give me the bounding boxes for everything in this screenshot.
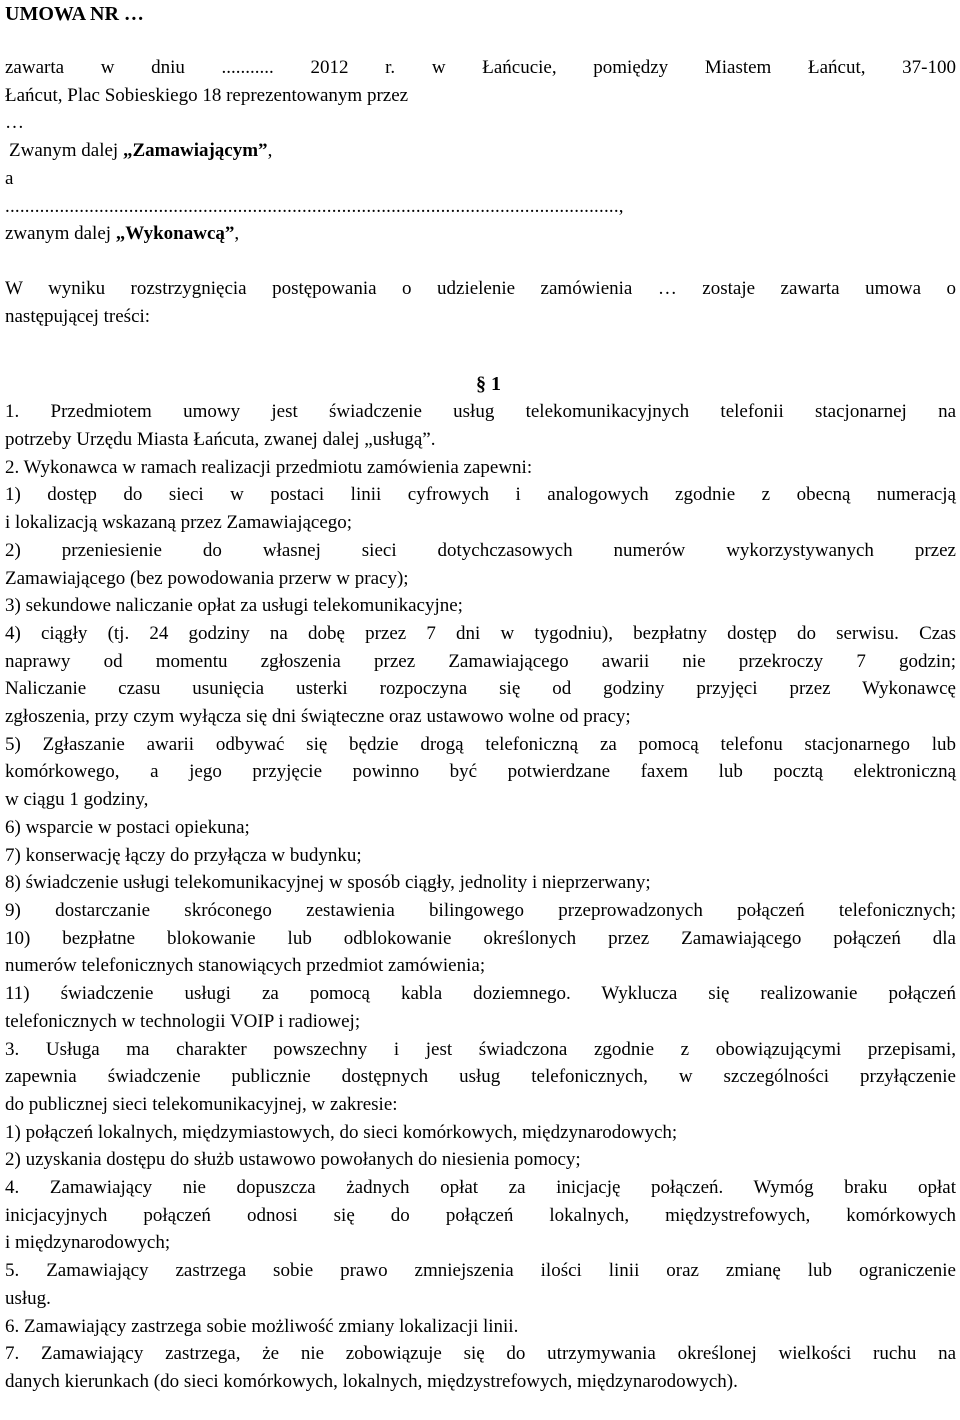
party-name-wykonawca: „Wykonawcą” — [115, 223, 235, 245]
body-line: Naliczanie czasu usunięcia usterki rozpoczyna się od godziny przyjęci przez Wykonawcę — [5, 678, 956, 700]
intro-line-5: a — [5, 167, 14, 189]
party-name-zamawiajacy: „Zamawiającym” — [122, 140, 268, 162]
intro-line-6: ............................................................................................................................, — [5, 195, 624, 217]
body-line: 4) ciągły (tj. 24 godziny na dobę przez 7 dni w tygodniu), bezpłatny dostęp do serwisu. Czas — [5, 622, 956, 644]
preamble-line-2: następującej treści: — [5, 305, 151, 327]
body-line: 1) dostęp do sieci w postaci linii cyfrowych i analogowych zgodnie z obecną numeracją — [5, 484, 956, 506]
body-line: i lokalizacją wskazaną przez Zamawiającego; — [5, 512, 353, 534]
intro-line-2: Łańcut, Plac Sobieskiego 18 reprezentowanym przez — [5, 84, 409, 106]
body-line: 1. Przedmiotem umowy jest świadczenie usług telekomunikacyjnych telefonii stacjonarnej na — [5, 401, 956, 423]
body-line: zgłoszenia, przy czym wyłącza się dni świąteczne oraz ustawowo wolne od pracy; — [5, 706, 631, 728]
body-line: w ciągu 1 godziny, — [5, 789, 149, 811]
intro-text: Zwanym dalej — [9, 140, 123, 162]
intro-text: , — [267, 140, 273, 162]
body-line: 5. Zamawiający zastrzega sobie prawo zmniejszenia ilości linii oraz zmianę lub ograniczenie — [5, 1260, 956, 1282]
spacer — [5, 248, 956, 275]
body-line: 10) bezpłatne blokowanie lub odblokowanie określonych przez Zamawiającego połączeń dla — [5, 927, 956, 949]
body-line: 9) dostarczanie skróconego zestawienia bilingowego przeprowadzonych połączeń telefonicznych; — [5, 899, 956, 921]
body-line: 1) połączeń lokalnych, międzymiastowych, do sieci komórkowych, międzynarodowych; — [5, 1121, 678, 1143]
body-line: 7) konserwację łączy do przyłącza w budynku; — [5, 844, 362, 866]
body-line: 2) przeniesienie do własnej sieci dotychczasowych numerów wykorzystywanych przez — [5, 539, 956, 561]
spacer — [5, 330, 956, 371]
body-line: inicjacyjnych połączeń odnosi się do połączeń lokalnych, międzystrefowych, komórkowych — [5, 1204, 956, 1226]
body-line: 5) Zgłaszanie awarii odbywać się będzie drogą telefoniczną za pomocą telefonu stacjonarnego lub — [5, 733, 956, 755]
intro-line-7 — [5, 220, 956, 248]
body-line: 4. Zamawiający nie dopuszcza żadnych opłat za inicjację połączeń. Wymóg braku opłat — [5, 1177, 956, 1199]
intro-line-3: … — [5, 112, 24, 134]
body-line: 8) świadczenie usługi telekomunikacyjnej w sposób ciągły, jednolity i nieprzerwany; — [5, 872, 651, 894]
body-line: danych kierunkach (do sieci komórkowych, lokalnych, międzystrefowych, międzynarodowych). — [5, 1370, 738, 1392]
body-line: naprawy od momentu zgłoszenia przez Zamawiającego awarii nie przekroczy 7 godzin; — [5, 650, 956, 672]
body-line: 3. Usługa ma charakter powszechny i jest świadczona zgodnie z obowiązującymi przepisami, — [5, 1038, 956, 1060]
body-line: numerów telefonicznych stanowiących przedmiot zamówienia; — [5, 955, 486, 977]
body-line: usług. — [5, 1287, 51, 1309]
intro-text: zwanym dalej — [5, 223, 116, 245]
body-line: komórkowego, a jego przyjęcie powinno być potwierdzane faxem lub pocztą elektroniczną — [5, 761, 956, 783]
body-line: 7. Zamawiający zastrzega, że nie zobowiązuje się do utrzymywania określonej wielkości ruchu na — [5, 1343, 956, 1365]
body-line: telefonicznych w technologii VOIP i radiowej; — [5, 1010, 361, 1032]
body-line: 3) sekundowe naliczanie opłat za usługi telekomunikacyjne; — [5, 595, 463, 617]
section-body — [5, 398, 956, 1395]
preamble-line-1: W wyniku rozstrzygnięcia postępowania o udzielenie zamówienia … zostaje zawarta umowa o — [5, 277, 956, 299]
intro-text: , — [234, 223, 240, 245]
body-line: zapewnia świadczenie publicznie dostępnych usług telefonicznych, w szczególności przyłączenie — [5, 1066, 956, 1088]
intro-line-1: zawarta w dniu ........... 2012 r. w Łańcucie, pomiędzy Miastem Łańcut, 37-100 — [5, 57, 956, 78]
body-line: 6) wsparcie w postaci opiekuna; — [5, 816, 250, 838]
body-line: do publicznej sieci telekomunikacyjnej, w zakresie: — [5, 1093, 398, 1115]
intro-line-4 — [5, 137, 956, 165]
section-heading: § 1 — [476, 373, 501, 396]
body-line: 6. Zamawiający zastrzega sobie możliwość zmiany lokalizacji linii. — [5, 1315, 519, 1337]
body-line: i międzynarodowych; — [5, 1232, 171, 1254]
body-line: potrzeby Urzędu Miasta Łańcuta, zwanej dalej „usługą”. — [5, 429, 436, 451]
body-line: Zamawiającego (bez powodowania przerw w pracy); — [5, 567, 409, 589]
document-title: UMOWA NR … — [5, 3, 144, 25]
body-line: 2) uzyskania dostępu do służb ustawowo powołanych do niesienia pomocy; — [5, 1149, 581, 1171]
body-line: 11) świadczenie usługi za pomocą kabla doziemnego. Wyklucza się realizowanie połączeń — [5, 983, 956, 1005]
spacer — [5, 28, 956, 54]
body-line: 2. Wykonawca w ramach realizacji przedmiotu zamówienia zapewni: — [5, 456, 533, 478]
